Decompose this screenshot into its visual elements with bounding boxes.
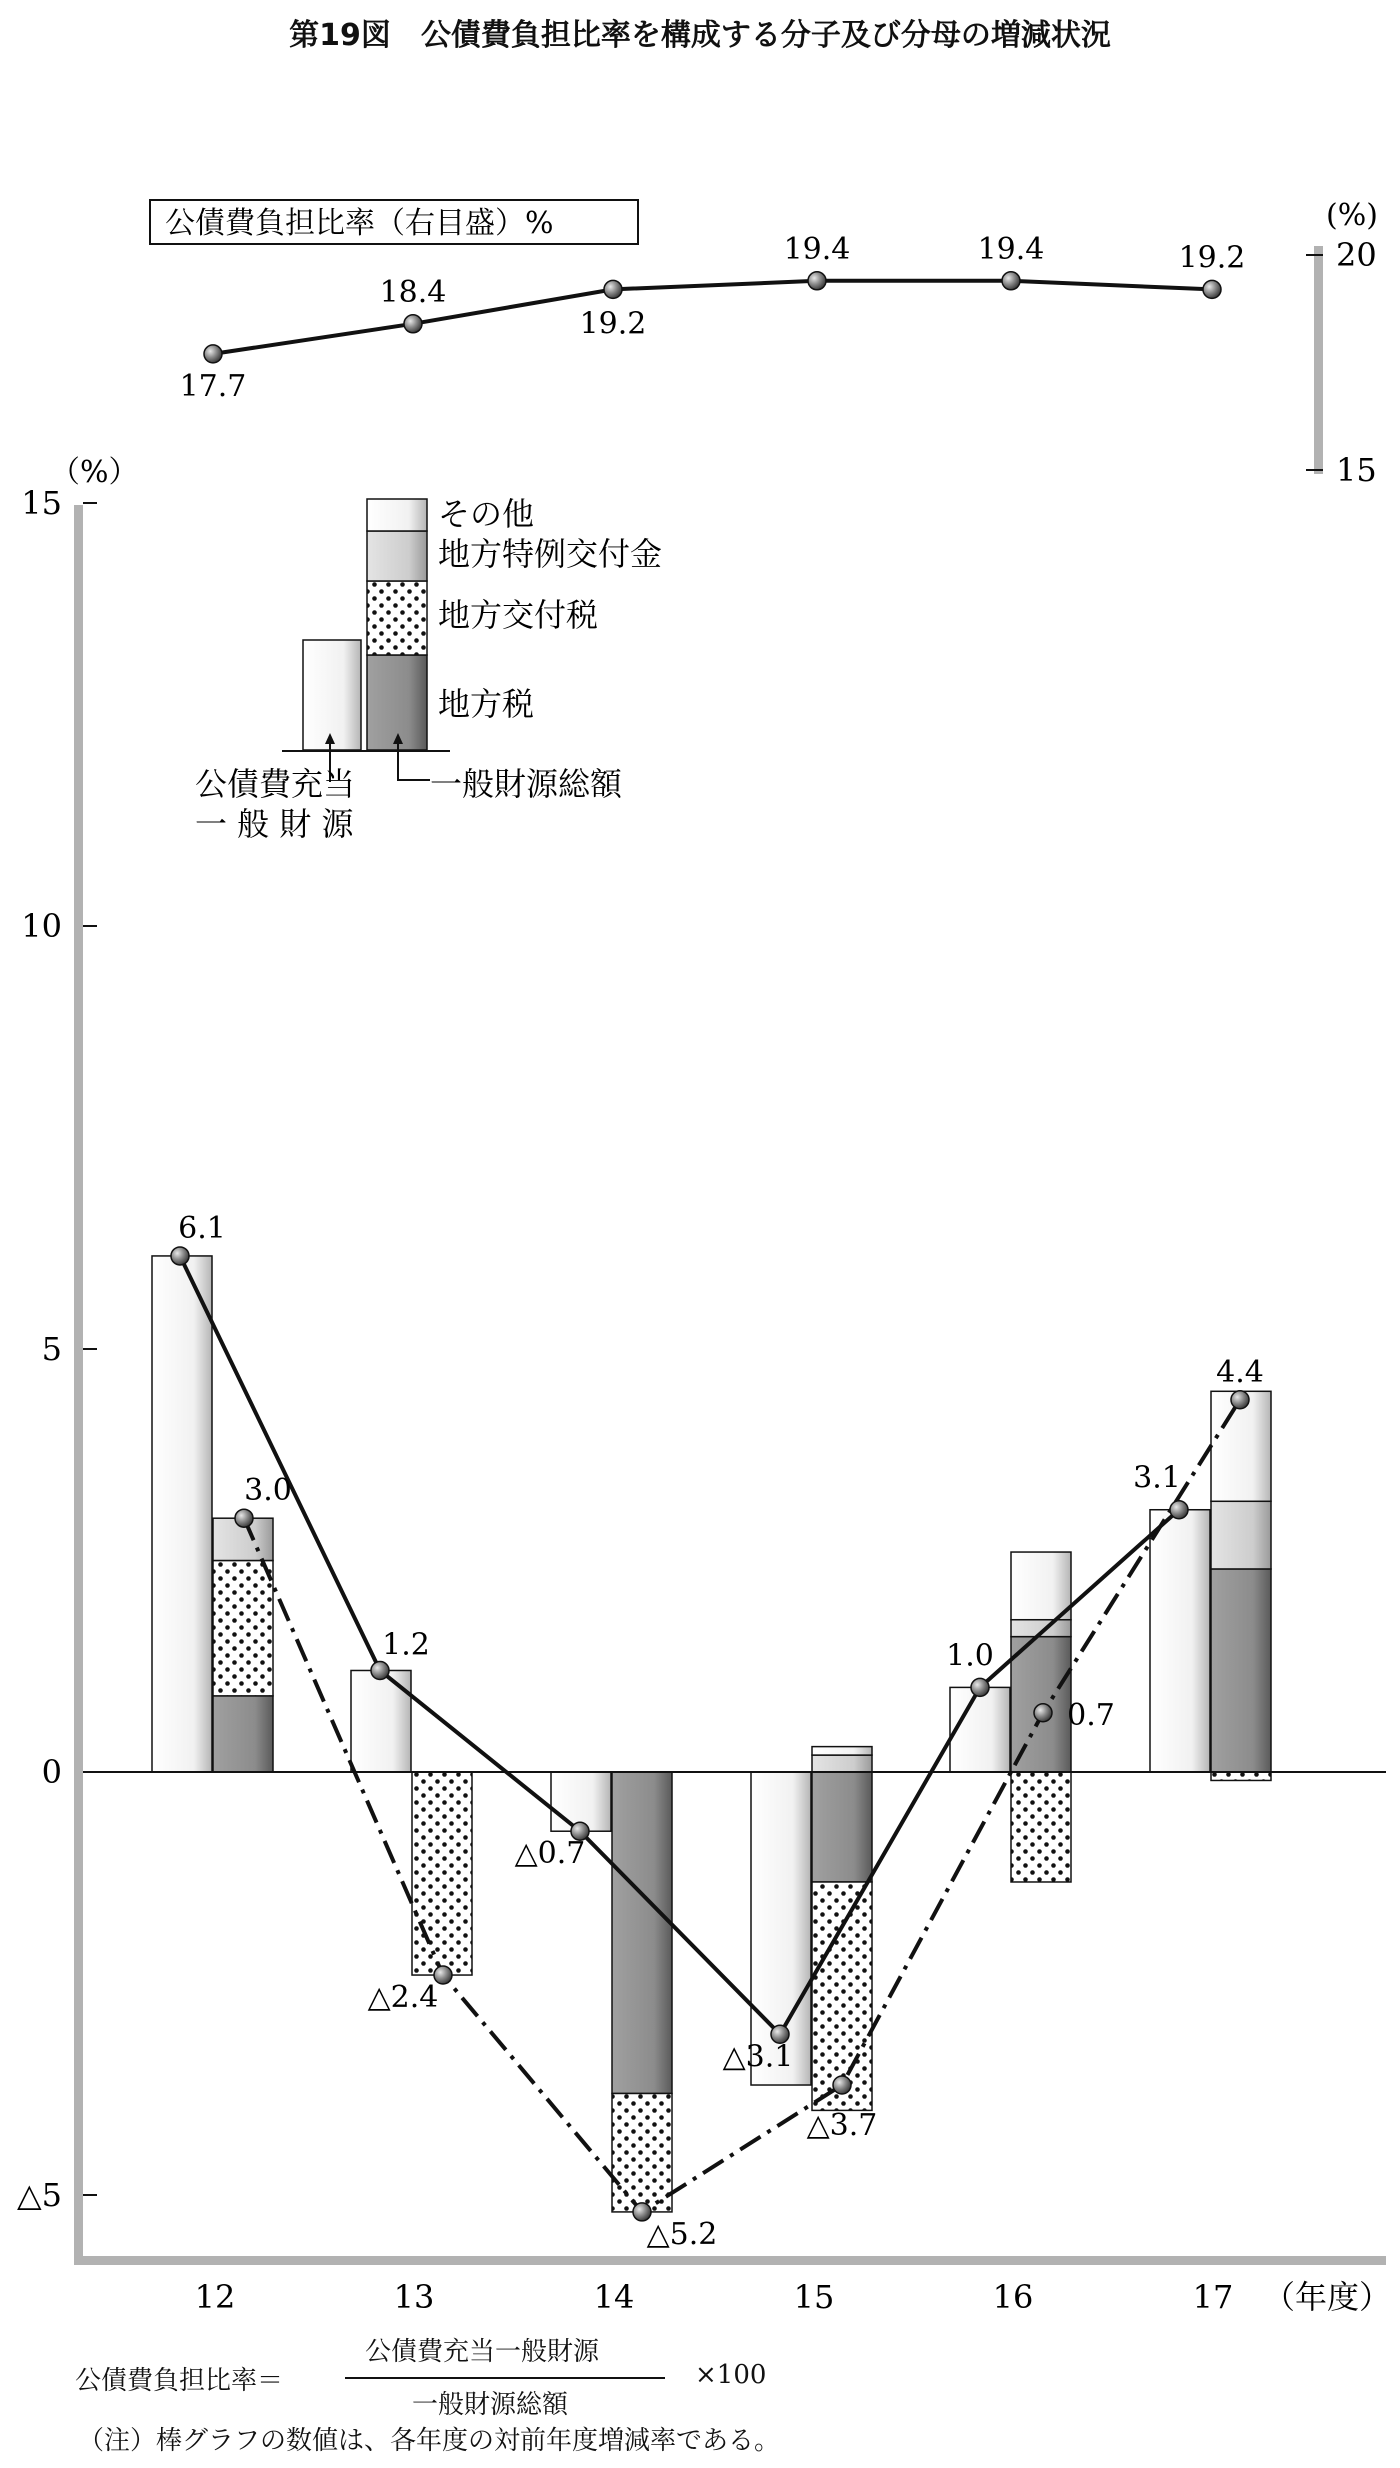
legend-label-local-allocation-tax: 地方交付税 [438, 596, 599, 634]
ratio-label-15: 19.4 [783, 231, 851, 267]
y-unit-label: （%） [50, 455, 139, 490]
legend-label-numerator-1: 公債費充当 [195, 765, 356, 803]
page-title: 第19図 公債費負担比率を構成する分子及び分母の増減状況 [289, 18, 1111, 53]
y-tick-label-0: 15 [21, 484, 62, 522]
legend-label-numerator-2: 一 般 財 源 [195, 805, 354, 843]
ratio-tick-label-0: 20 [1336, 236, 1377, 274]
bar-segment-15-0 [812, 1772, 872, 1882]
ratio-tick-label-1: 15 [1336, 451, 1377, 489]
bar-segment-17-0 [1211, 1569, 1271, 1772]
denominator-label-14: △5.2 [646, 2216, 718, 2252]
ratio-label-12: 17.7 [179, 368, 247, 404]
legend-label-local-tax: 地方税 [438, 685, 535, 723]
bar-segment-17-1 [1211, 1772, 1271, 1780]
ratio-legend-text: 公債費負担比率（右目盛）% [165, 206, 554, 241]
bar-segment-14-1 [612, 2093, 672, 2211]
ratio-label-17: 19.2 [1178, 240, 1246, 276]
numerator-label-12: 6.1 [178, 1210, 226, 1246]
x-tick-label-12: 12 [194, 2278, 236, 2316]
x-tick-label-13: 13 [393, 2278, 435, 2316]
x-tick-label-16: 16 [992, 2278, 1034, 2316]
denominator-point-15 [833, 2076, 851, 2094]
legend-label-other: その他 [438, 495, 535, 533]
legend-swatch-other [367, 499, 427, 531]
ratio-line [213, 281, 1212, 354]
bar-segment-16-3 [1011, 1552, 1071, 1620]
bar-numerator-12 [152, 1256, 212, 1772]
formula-lhs: 公債費負担比率＝ [75, 2366, 284, 2396]
denominator-point-16 [1034, 1704, 1052, 1722]
stack-legend [195, 495, 662, 843]
numerator-label-13: 1.2 [382, 1627, 430, 1663]
numerator-point-13 [371, 1661, 389, 1679]
bar-segment-15-2 [812, 1755, 872, 1772]
legend-swatch-local-allocation-tax [367, 581, 427, 655]
denominator-line [244, 1400, 1240, 2212]
numerator-line [180, 1256, 1179, 2034]
left-axis [74, 505, 83, 2265]
ratio-point-16 [1002, 272, 1020, 290]
bar-segment-12-1 [213, 1561, 273, 1696]
bar-segment-16-1 [1011, 1772, 1071, 1882]
numerator-label-15: △3.1 [722, 2039, 794, 2075]
formula-denominator: 一般財源総額 [412, 2390, 569, 2420]
bar-segment-13-1 [412, 1772, 472, 1975]
denominator-label-16: 0.7 [1067, 1697, 1115, 1733]
numerator-point-16 [971, 1678, 989, 1696]
right-axis [1314, 246, 1323, 474]
formula-multiplier: ×100 [695, 2360, 767, 2390]
legend-swatch-special-grant [367, 531, 427, 581]
ratio-point-12 [204, 345, 222, 363]
legend-label-special-grant: 地方特例交付金 [438, 535, 663, 573]
denominator-label-17: 4.4 [1216, 1354, 1264, 1390]
numerator-label-14: △0.7 [514, 1836, 586, 1872]
legend-label-denominator: 一般財源総額 [430, 765, 623, 803]
x-tick-label-14: 14 [593, 2278, 635, 2316]
formula-numerator: 公債費充当一般財源 [365, 2337, 600, 2367]
bar-numerator-16 [950, 1687, 1010, 1772]
y-tick-label-3: 0 [41, 1753, 62, 1791]
x-tick-label-15: 15 [793, 2278, 835, 2316]
ratio-label-13: 18.4 [379, 274, 447, 310]
bar-segment-12-0 [213, 1696, 273, 1772]
ratio-label-14: 19.2 [579, 306, 647, 342]
y-tick-label-4: △5 [17, 2176, 62, 2214]
denominator-point-12 [235, 1509, 253, 1527]
ratio-point-15 [808, 272, 826, 290]
numerator-label-16: 1.0 [946, 1638, 994, 1674]
bar-numerator-17 [1150, 1510, 1210, 1772]
denominator-label-15: △3.7 [806, 2108, 878, 2144]
x-tick-label-17: 17 [1192, 2278, 1234, 2316]
numerator-point-12 [171, 1247, 189, 1265]
denominator-label-12: 3.0 [244, 1473, 292, 1509]
ratio-label-16: 19.4 [977, 231, 1045, 267]
ratio-unit-label: (%) [1326, 198, 1378, 233]
note: （注）棒グラフの数値は、各年度の対前年度増減率である。 [78, 2426, 781, 2456]
y-tick-label-2: 5 [41, 1330, 62, 1368]
denominator-label-13: △2.4 [367, 1980, 439, 2016]
numerator-point-17 [1170, 1501, 1188, 1519]
ratio-legend [150, 200, 638, 244]
x-unit-label: （年度） [1263, 2278, 1392, 2316]
y-tick-label-1: 10 [21, 907, 62, 945]
ratio-point-13 [404, 315, 422, 333]
legend-swatch-numerator [303, 640, 361, 750]
ratio-point-17 [1203, 280, 1221, 298]
ratio-point-14 [604, 280, 622, 298]
bar-segment-17-2 [1211, 1501, 1271, 1569]
bottom-axis [74, 2256, 1386, 2265]
denominator-point-17 [1231, 1391, 1249, 1409]
bar-segment-15-3 [812, 1747, 872, 1755]
numerator-label-17: 3.1 [1133, 1460, 1181, 1496]
bar-segment-14-0 [612, 1772, 672, 2093]
